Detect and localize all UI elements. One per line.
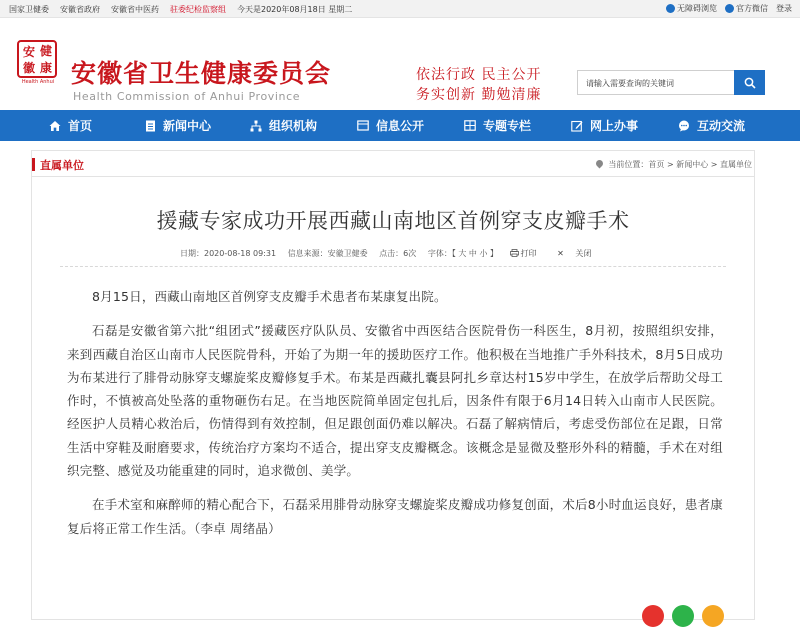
nav-interaction[interactable] (678, 110, 745, 141)
chat-icon (678, 120, 690, 132)
close-label: 关闭 (575, 249, 592, 258)
close-icon: ✕ (557, 249, 564, 258)
search-box (577, 70, 765, 95)
accessibility-icon (666, 4, 675, 13)
folder-icon (357, 120, 369, 132)
article-hits: 点击：6次 (379, 249, 417, 258)
current-date: 今天是2020年08月18日 星期二 (237, 5, 353, 14)
site-header (0, 18, 800, 110)
site-logo[interactable] (17, 40, 59, 86)
breadcrumb-text[interactable]: 当前位置：首页 > 新闻中心 > 直属单位 (608, 160, 752, 169)
link-nhc[interactable]: 国家卫健委 (9, 5, 49, 14)
nav-online-service[interactable] (571, 110, 638, 141)
logo-char-2: 健 (40, 44, 53, 58)
wechat-icon (725, 4, 734, 13)
accessibility-label: 无障碍浏览 (677, 4, 717, 13)
link-anhui-gov[interactable]: 安徽省政府 (60, 5, 100, 14)
site-title: 安徽省卫生健康委员会 (71, 59, 332, 88)
link-anhui-tcm[interactable]: 安徽省中医药 (111, 5, 159, 14)
nav-disclosure-label: 信息公开 (376, 119, 425, 133)
nav-organization[interactable] (250, 110, 317, 141)
document-icon (144, 120, 156, 132)
location-pin-icon (595, 159, 605, 169)
nav-news[interactable] (144, 110, 211, 141)
wechat-link[interactable] (725, 3, 768, 14)
nav-home-label: 首页 (68, 119, 93, 133)
search-input[interactable] (578, 72, 734, 95)
wechat-share-icon[interactable] (672, 605, 694, 627)
nav-disclosure[interactable] (357, 110, 424, 141)
qzone-share-icon[interactable] (702, 605, 724, 627)
nav-topics-label: 专题专栏 (483, 119, 532, 133)
edit-icon (571, 120, 583, 132)
section-header (32, 151, 754, 177)
print-label: 打印 (520, 249, 537, 258)
nav-news-label: 新闻中心 (163, 119, 212, 133)
wechat-label: 官方微信 (736, 4, 768, 13)
link-discipline-group[interactable]: 驻委纪检监察组 (170, 5, 226, 14)
slogan-line-2: 务实创新 勤勉清廉 (416, 87, 542, 103)
print-icon (510, 249, 519, 257)
article-source: 信息来源：安徽卫健委 (287, 249, 368, 258)
article-title: 援藏专家成功开展西藏山南地区首例穿支皮瓣手术 (156, 209, 630, 233)
search-button[interactable] (734, 70, 765, 95)
nav-home[interactable] (49, 110, 92, 141)
share-bar (642, 605, 724, 627)
article-paragraph: 石磊是安徽省第六批“组团式”援藏医疗队队员、安徽省中西医结合医院骨伤一科医生，8月初，按照组织安排，来到西藏自治区山南市人民医院骨科，开始了为期一年的援助医疗工作。他积极在当地推广手外科技术，8月5日成功为布某进行了腓骨动脉穿支螺旋桨皮瓣修复手术。布某是西藏扎囊县阿扎乡章达村15岁中学生，在放学后帮助父母工作时，不慎被高处坠落的重物砸伤右足。在当地医院简单固定包扎后，因条件有限于6月14日转入山南市人民医院。经医护人员精心救治后，伤情得到有效控制，但足跟创面仍难以解决。石磊了解病情后，考虑受伤部位在足跟，日常生活中穿鞋及耐磨要求，传统治疗方案均不适合，提出穿支皮瓣概念。该概念是显微及整形外科的精髓，手术在对组织完整、感觉及功能重建的同时，追求微创、美学。 (67, 323, 723, 479)
login-link[interactable]: 登录 (776, 4, 792, 13)
article-panel (31, 150, 755, 620)
logo-char-4: 康 (40, 61, 53, 75)
article-paragraph: 8月15日，西藏山南地区首例穿支皮瓣手术患者布某康复出院。 (92, 289, 447, 304)
logo-seal (17, 40, 57, 78)
nav-online-service-label: 网上办事 (590, 119, 639, 133)
meta-divider (60, 266, 726, 267)
site-title-en: Health Commission of Anhui Province (73, 90, 301, 103)
article-date: 日期：2020-08-18 09:31 (180, 249, 277, 258)
nav-organization-label: 组织机构 (269, 119, 318, 133)
accessibility-link[interactable] (666, 3, 717, 14)
logo-char-3: 徽 (23, 61, 36, 75)
home-icon (49, 120, 61, 132)
weibo-share-icon[interactable] (642, 605, 664, 627)
nav-interaction-label: 互动交流 (697, 119, 746, 133)
search-icon (744, 77, 756, 89)
breadcrumb (596, 159, 752, 170)
org-chart-icon (250, 120, 262, 132)
slogan-line-1: 依法行政 民主公开 (416, 67, 542, 83)
logo-char-1: 安 (23, 45, 36, 59)
main-nav (0, 110, 800, 141)
nav-topics[interactable] (464, 110, 531, 141)
article-meta (180, 248, 609, 259)
article-body (67, 285, 723, 551)
logo-subtitle: Health Anhui (21, 79, 55, 85)
font-size-selector[interactable]: 字体：【 大 中 小 】 (427, 249, 498, 258)
print-button[interactable] (510, 249, 549, 258)
section-title[interactable]: 直属单位 (40, 159, 84, 172)
grid-icon (464, 120, 476, 132)
close-button[interactable] (557, 249, 600, 258)
article-paragraph: 在手术室和麻醉师的精心配合下，石磊采用腓骨动脉穿支螺旋桨皮瓣成功修复创面，术后8小时血运良好，患者康复后将正常工作生活。（李卓 周绪晶） (67, 497, 723, 536)
section-marker (32, 158, 35, 171)
top-utility-bar (0, 0, 800, 18)
